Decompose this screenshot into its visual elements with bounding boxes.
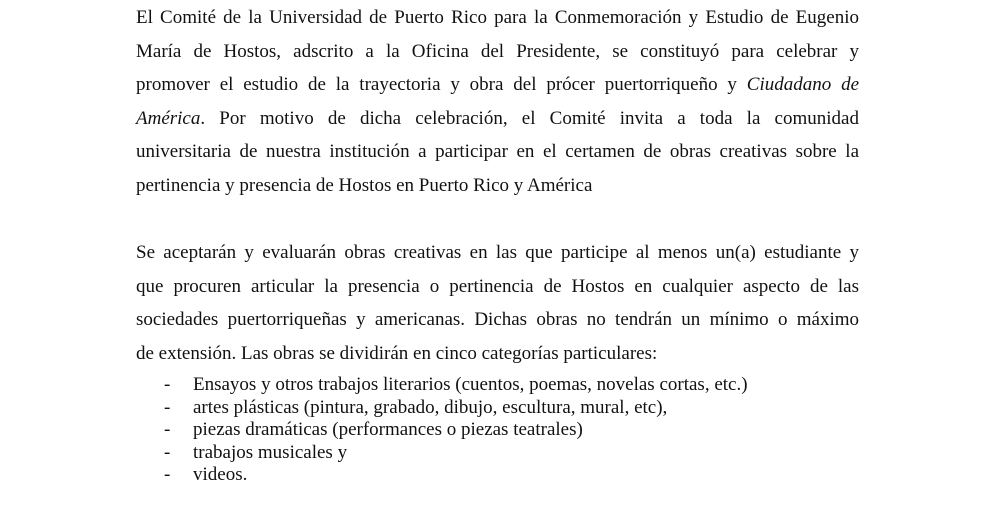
list-item-text: trabajos musicales y <box>193 441 348 463</box>
categories-list <box>164 374 748 487</box>
list-item <box>164 374 748 397</box>
list-item-text: artes plásticas (pintura, grabado, dibujo, escultura, mural, etc), <box>193 396 668 418</box>
list-item <box>164 397 748 420</box>
criteria-line: sociedades puertorriqueñas y americanas. Dichas obras no tendrán un mínimo o máximo <box>136 309 859 330</box>
intro-line: María de Hostos, adscrito a la Oficina del Presidente, se constituyó para celebrar y <box>136 40 859 62</box>
dash-bullet: - <box>164 441 171 463</box>
intro-text: promover el estudio de la trayectoria y obra del prócer puertorriqueño y <box>136 74 747 95</box>
intro-line <box>136 102 859 136</box>
list-item-text: Ensayos y otros trabajos literarios (cuentos, poemas, novelas cortas, etc.) <box>193 374 748 395</box>
ciudadano-italic: Ciudadano de <box>746 74 860 95</box>
list-item-text: videos. <box>193 464 248 485</box>
dash-bullet: - <box>164 464 171 485</box>
criteria-line: Se aceptarán y evaluarán obras creativas en las que participe al menos un(a) estudiante y <box>136 242 859 263</box>
list-item <box>164 419 748 442</box>
intro-text: . Por motivo de dicha celebración, el Comité invita a toda la comunidad <box>200 107 859 129</box>
cut-off-text-line <box>136 506 859 518</box>
dash-bullet: - <box>164 374 171 395</box>
dash-bullet: - <box>164 419 171 440</box>
criteria-line: de extensión. Las obras se dividirán en cinco categorías particulares: <box>136 342 658 364</box>
intro-line: pertinencia y presencia de Hostos en Puerto Rico y América <box>136 174 593 196</box>
intro-line: El Comité de la Universidad de Puerto Rico para la Conmemoración y Estudio de Eugenio <box>136 7 859 28</box>
intro-line: universitaria de nuestra institución a participar en el certamen de obras creativas sobre la <box>136 141 859 162</box>
criteria-line: que procuren articular la presencia o pertinencia de Hostos en cualquier aspecto de las <box>136 275 859 297</box>
list-item <box>164 464 748 487</box>
dash-bullet: - <box>164 396 171 418</box>
intro-paragraph <box>136 1 859 202</box>
criteria-paragraph <box>136 236 859 370</box>
list-item-text: piezas dramáticas (performances o piezas teatrales) <box>193 419 583 440</box>
intro-line <box>136 68 859 102</box>
america-italic: América <box>136 107 201 129</box>
list-item <box>164 442 748 465</box>
